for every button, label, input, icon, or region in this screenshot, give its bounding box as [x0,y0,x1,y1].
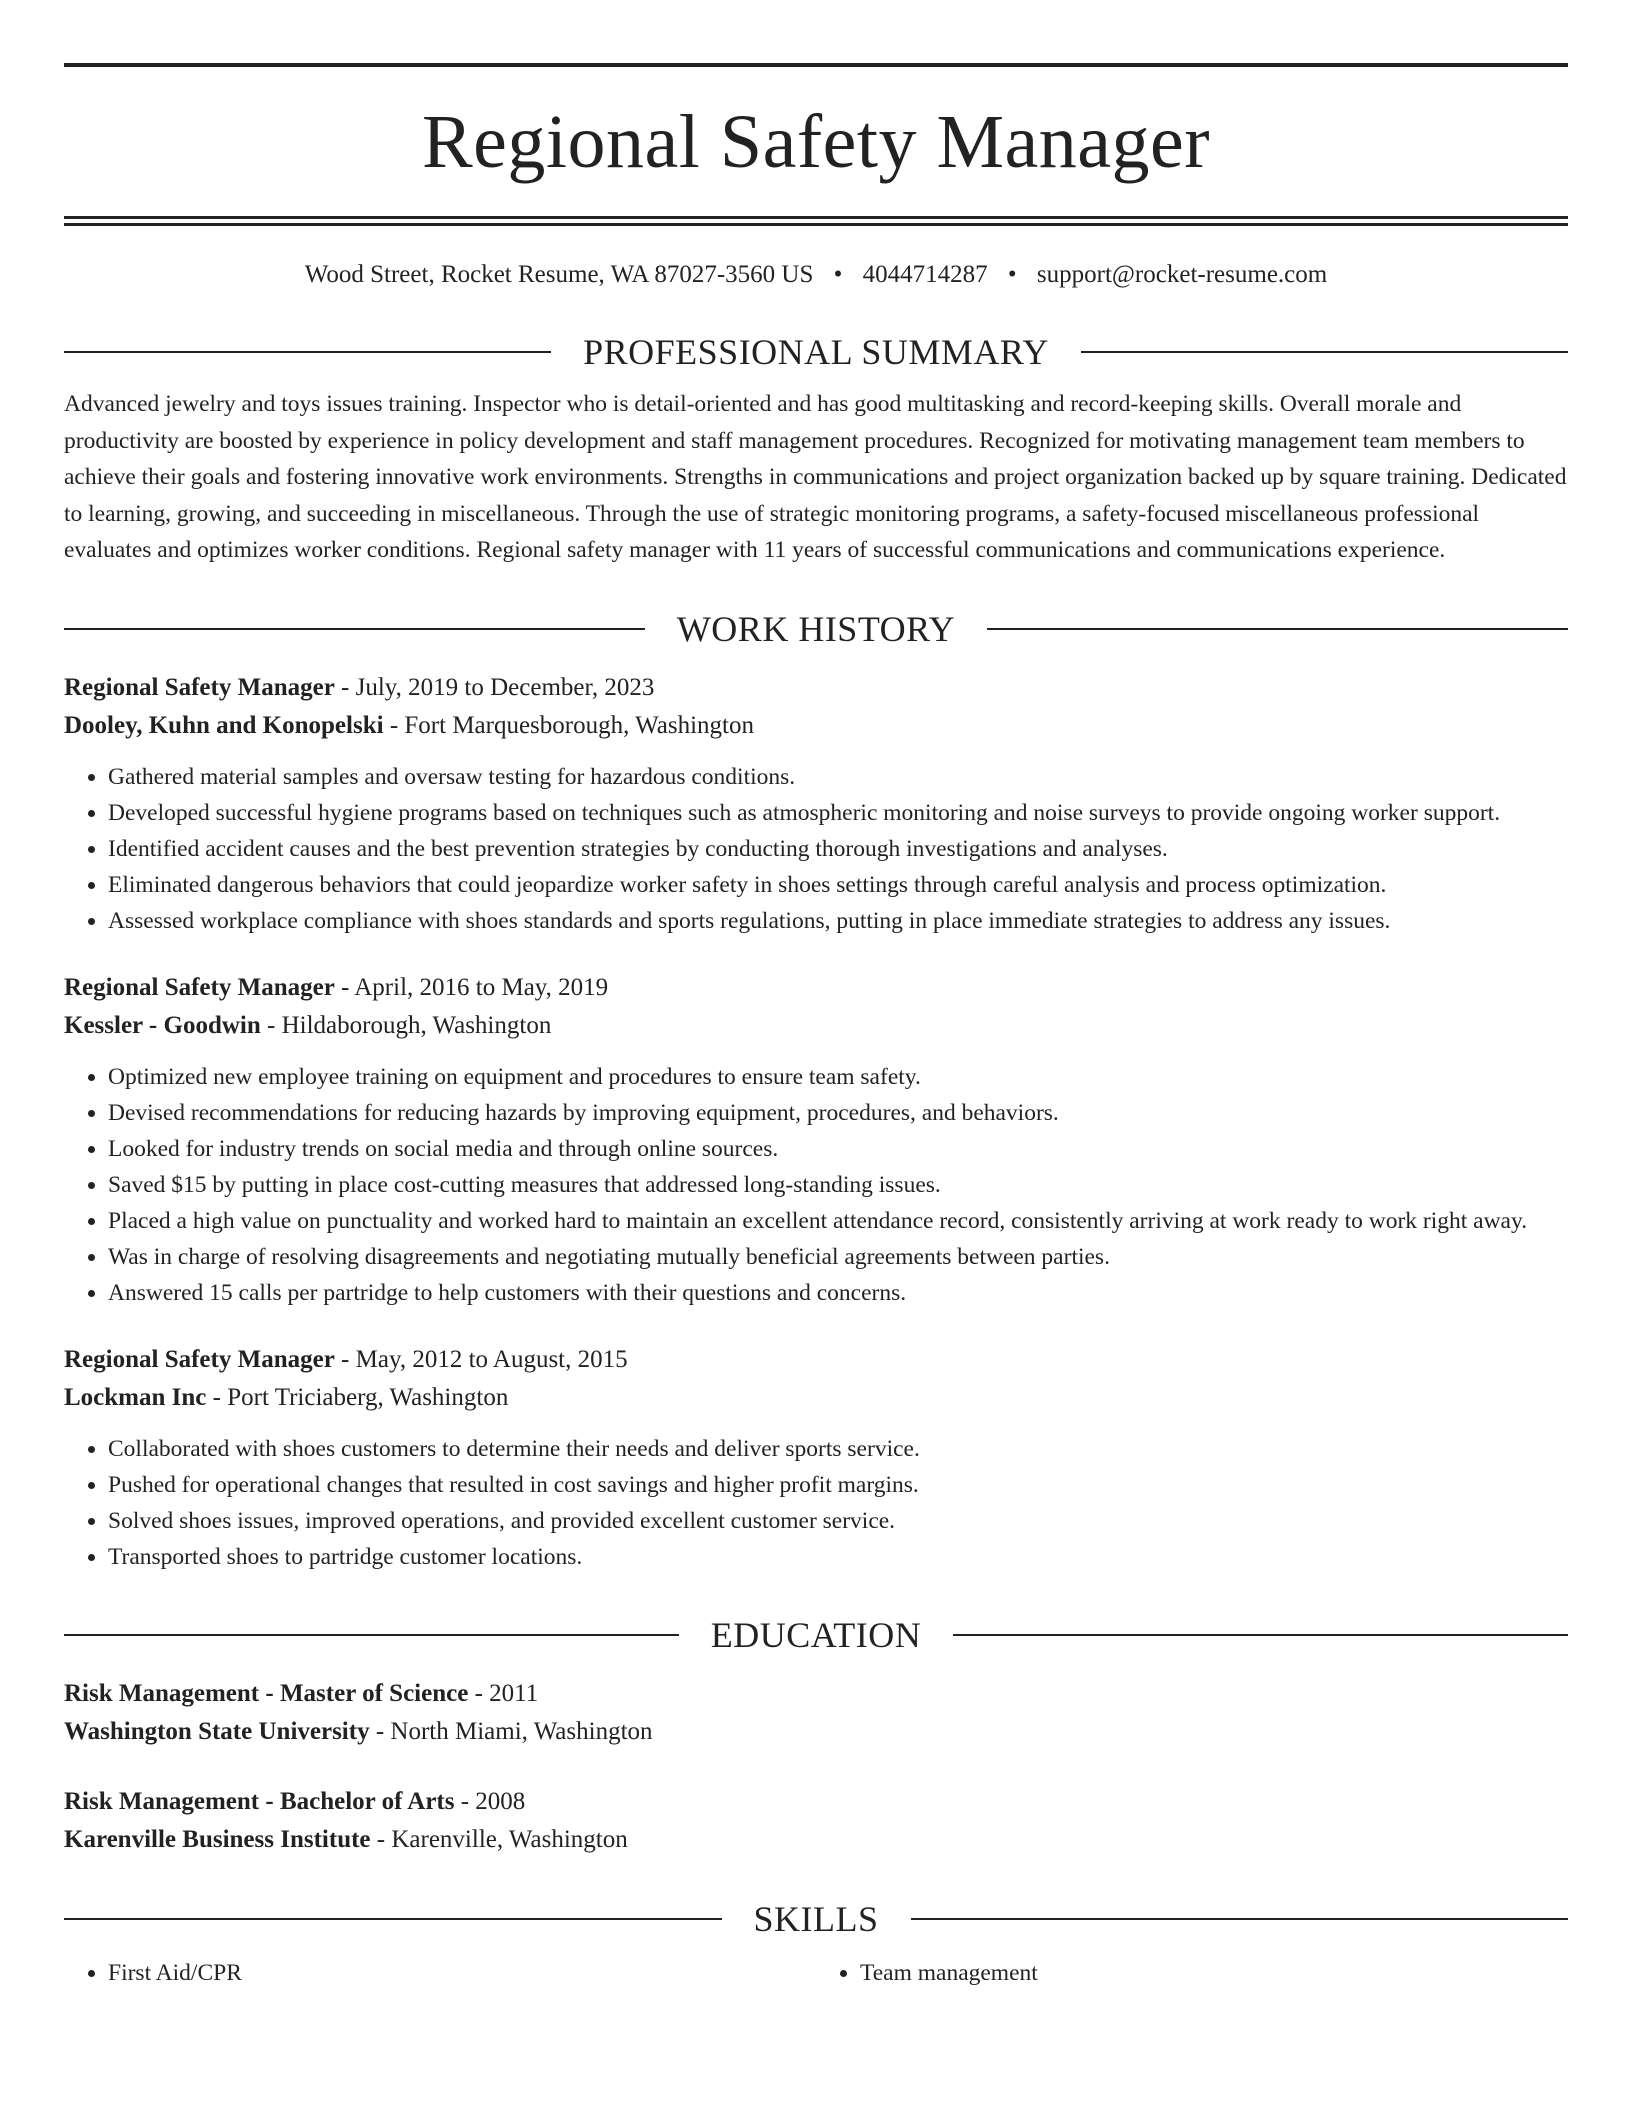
contact-line [64,258,1568,292]
page-title: Regional Safety Manager [421,100,1211,184]
job-location: - Fort Marquesborough, Washington [383,711,754,739]
school-line [64,1821,1568,1859]
list-item: • Solved shoes issues, improved operations, and provided excellent customer service. [108,1503,1568,1539]
skills-column-right [816,1955,1568,1991]
job-title: Regional Safety Manager [64,973,335,1001]
degree-line [64,1675,1568,1713]
list-item: • Placed a high value on punctuality and worked hard to maintain an excellent attendance record, consistently arriving at work ready to work right away. [108,1203,1568,1239]
job-bullets [64,759,1568,939]
job-entry [64,969,1568,1311]
job-location: - Port Triciaberg, Washington [206,1383,509,1411]
school-location: - Karenville, Washington [370,1825,628,1853]
job-company: Dooley, Kuhn and Konopelski [64,711,384,739]
job-entry [64,1341,1568,1575]
section-title: EDUCATION [710,1614,922,1655]
list-item: • Optimized new employee training on equipment and procedures to ensure team safety. [108,1059,1568,1095]
job-dates: - July, 2019 to December, 2023 [334,673,655,701]
skills-list [64,1955,1568,1991]
list-item: • Pushed for operational changes that resulted in cost savings and higher profit margins. [108,1467,1568,1503]
school: Karenville Business Institute [64,1825,371,1853]
job-bullets [64,1431,1568,1575]
summary-section-heading [64,330,1568,374]
list-item: • Assessed workplace compliance with shoes standards and sports regulations, putting in place immediate strategies to address any issues. [108,903,1568,939]
summary-text: Advanced jewelry and toys issues training. Inspector who is detail-oriented and has good multitasking and record-keeping skills. Overall morale and productivity are boosted by experience in policy development and staff management procedures. Recognized for motivating management team members to achieve their goals and fostering innovative work environments. Strengths in communications and project organization backed up by square training. Dedicated to learning, growing, and succeeding in miscellaneous. Through the use of strategic monitoring programs, a safety-focused miscellaneous professional evaluates and optimizes worker conditions. Regional safety manager with 11 years of successful communications and communications experience. [64,391,1567,563]
section-title: WORK HISTORY [676,608,956,649]
list-item: • Developed successful hygiene programs based on techniques such as atmospheric monitoring and noise surveys to provide ongoing worker support. [108,795,1568,831]
top-rule [64,63,1568,67]
job-location: - Hildaborough, Washington [260,1011,552,1039]
job-company-line [64,707,1568,745]
school-line [64,1713,1568,1751]
degree-year: - 2008 [454,1787,526,1815]
list-item: • Looked for industry trends on social media and through online sources. [108,1131,1568,1167]
degree-line [64,1783,1568,1821]
heading-rule-right [953,1634,1568,1636]
job-company: Lockman Inc [64,1383,207,1411]
job-company: Kessler - Goodwin [64,1011,261,1039]
contact-email: support@rocket-resume.com [1036,261,1328,288]
contact-address: Wood Street, Rocket Resume, WA 87027-3560 US [304,261,814,288]
job-dates: - May, 2012 to August, 2015 [334,1345,628,1373]
list-item: • Transported shoes to partridge customer locations. [108,1539,1568,1575]
education-section-heading [64,1613,1568,1657]
section-title: PROFESSIONAL SUMMARY [583,332,1049,372]
contact-separator: • [1007,261,1017,288]
education-entry [64,1675,1568,1751]
job-title: Regional Safety Manager [64,1345,335,1373]
list-item: • Eliminated dangerous behaviors that could jeopardize worker safety in shoes settings through careful analysis and process optimization. [108,867,1568,903]
school: Washington State University [64,1717,370,1745]
list-item: • Saved $15 by putting in place cost-cutting measures that addressed long-standing issues. [108,1167,1568,1203]
contact-phone: 4044714287 [862,261,988,288]
heading-rule-right [911,1918,1569,1920]
heading-rule-left [64,351,551,353]
job-title-line [64,969,1568,1007]
job-company-line [64,1379,1568,1417]
job-title-line [64,1341,1568,1379]
job-bullets [64,1059,1568,1311]
degree-year: - 2011 [468,1679,539,1707]
job-entry [64,669,1568,939]
heading-rule-left [64,1634,679,1636]
job-dates: - April, 2016 to May, 2019 [334,973,609,1001]
list-item: • Identified accident causes and the best prevention strategies by conducting thorough investigations and analyses. [108,831,1568,867]
school-location: - North Miami, Washington [369,1717,653,1745]
list-item: • Team management [860,1955,1568,1991]
job-title: Regional Safety Manager [64,673,335,701]
job-company-line [64,1007,1568,1045]
skills-column-left [64,1955,816,1991]
education-entry [64,1783,1568,1859]
list-item: • First Aid/CPR [108,1955,816,1991]
list-item: • Collaborated with shoes customers to determine their needs and deliver sports service. [108,1431,1568,1467]
list-item: • Answered 15 calls per partridge to help customers with their questions and concerns. [108,1275,1568,1311]
work-section-heading [64,607,1568,651]
heading-rule-right [1081,351,1568,353]
list-item: • Devised recommendations for reducing hazards by improving equipment, procedures, and behaviors. [108,1095,1568,1131]
heading-rule-left [64,628,645,630]
degree: Risk Management - Master of Science [64,1679,469,1707]
list-item: • Gathered material samples and oversaw testing for hazardous conditions. [108,759,1568,795]
section-title: SKILLS [753,1898,879,1939]
skills-section-heading [64,1897,1568,1941]
list-item: • Was in charge of resolving disagreements and negotiating mutually beneficial agreements between parties. [108,1239,1568,1275]
heading-rule-left [64,1918,722,1920]
job-title-line [64,669,1568,707]
contact-separator: • [833,261,843,288]
heading-rule-right [987,628,1568,630]
degree: Risk Management - Bachelor of Arts [64,1787,455,1815]
title-double-rule [64,216,1568,226]
